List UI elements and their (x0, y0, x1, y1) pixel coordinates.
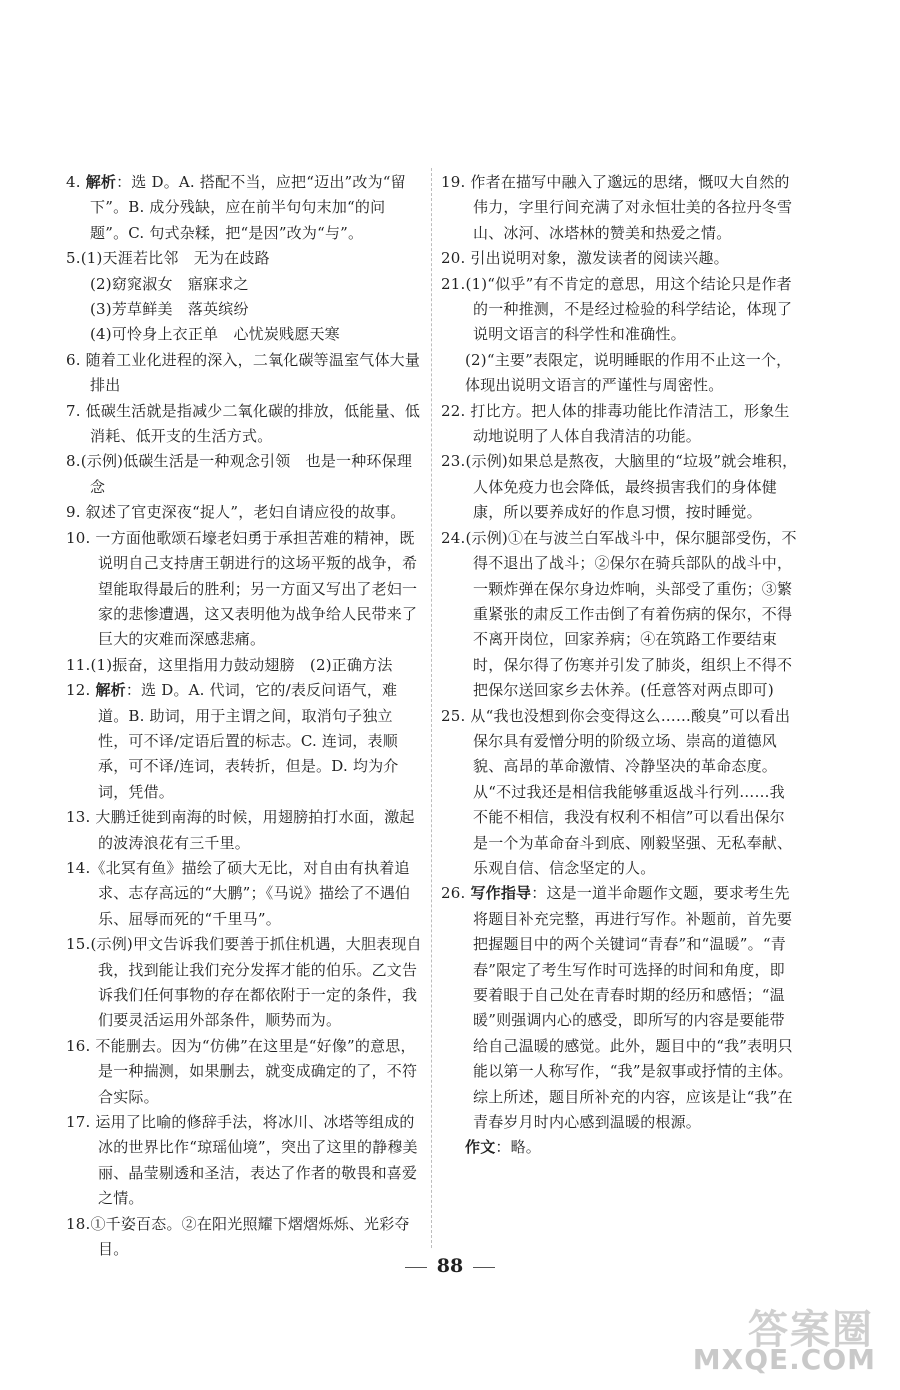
essay-answer (441, 1135, 799, 1160)
answer-17: 17. 运用了比喻的修辞手法，将冰川、冰塔等组成的冰的世界比作“琼瑶仙境”，突出了这里的静穆美丽、晶莹剔透和圣洁，表达了作者的敬畏和喜爱之情。 (66, 1113, 418, 1208)
answer-8: 8.(示例)低碳生活是一种观念引领 也是一种环保理念 (66, 452, 413, 496)
answer-7: 7. 低碳生活就是指减少二氧化碳的排放，低能量、低消耗、低开支的生活方式。 (66, 401, 421, 446)
answer-16: 16. 不能删去。因为“仿佛”在这里是“好像”的意思，是一种揣测，如果删去，就变成确定的了，不符合实际。 (66, 1036, 418, 1106)
answer-9: 9. 叙述了官吏深夜“捉人”，老妇自请应役的故事。 (66, 503, 406, 522)
answer-5-4: (4)可怜身上衣正单 心忧炭贱愿天寒 (90, 325, 340, 344)
answer-5-3: (3)芳草鲜美 落英缤纷 (90, 300, 249, 319)
answer-19: 19. 作者在描写中融入了邈远的思绪，慨叹大自然的伟力，字里行间充满了对永恒壮美的各拉丹冬雪山、冰河、冰塔林的赞美和热爱之情。 (441, 173, 793, 242)
answer-5-2: (2)窈窕淑女 寤寐求之 (90, 274, 249, 293)
right-column (441, 170, 799, 1161)
answer-26: 26. 写作指导：这是一道半命题作文题，要求考生先将题目补充完整，再进行写作。补题前，首先要把握题目中的两个关键词“青春”和“温暖”。“青春”限定了考生写作时可选择的时间和角度，即要着眼于自己处在青春时期的经历和感悟；“温暖”则强调内心的感受，即所写的内容是要能带给自己温暖的感觉。此外，题目中的“我”表明只能以第一人称写作，“我”是叙事或抒情的主体。综上所述，题目所补充的内容，应该是让“我”在青春岁月时内心感到温暖的根源。 (441, 884, 793, 1132)
answer-6: 6. 随着工业化进程的深入，二氧化碳等温室气体大量排出 (66, 350, 421, 395)
answer-text: ：略。 (495, 1138, 542, 1157)
watermark-logo (692, 1298, 882, 1376)
answer-20: 20. 引出说明对象，激发读者的阅读兴趣。 (441, 249, 729, 268)
writing-guide-label: 写作指导 (470, 884, 532, 903)
answer-21-1: 21.(1)“似乎”有不肯定的意思，用这个结论只是作者的一种推测，不是经过检验的科学结论，体现了说明文语言的科学性和准确性。 (441, 274, 793, 344)
page-number: 88 (436, 1255, 464, 1277)
answer-11: 11.(1)振奋，这里指用力鼓动翅膀 (2)正确方法 (66, 655, 393, 674)
answer-text: ：选 D。A. 代词，它的/表反问语气，难道。B. 助词，用于主谓之间，取消句子独立性，可不译/定语后置的标志。C. 连词，表顺承，可不译/连词，表转折，但是。D. 均为介词，凭借。 (98, 681, 399, 801)
analysis-label: 解析 (85, 173, 117, 191)
analysis-label: 解析 (95, 681, 126, 700)
answer-13: 13. 大鹏迁徙到南海的时候，用翅膀拍打水面，激起的波涛浪花有三千里。 (66, 808, 415, 852)
answer-25: 25. 从“我也没想到你会变得这么……酸臭”可以看出保尔具有爱憎分明的阶级立场、崇高的道德风貌、高昂的革命激情、冷静坚决的革命态度。从“不过我还是相信我能够重返战斗行列……我不能不相信，我没有权利不相信”可以看出保尔是一个为革命奋斗到底、刚毅坚强、无私奉献、乐观自信、信念坚定的人。 (441, 706, 793, 877)
watermark-text: 答案圈 (748, 1307, 874, 1353)
answer-15: 15.(示例)甲文告诉我们要善于抓住机遇，大胆表现自我，找到能让我们充分发挥才能的伯乐。乙文告诉我们任何事物的存在都依附于一定的条件，我们要灵活运用外部条件，顺势而为。 (66, 935, 422, 1030)
footer-dash-right (473, 1267, 495, 1268)
answer-18: 18.①千姿百态。②在阳光照耀下熠熠烁烁、光彩夺目。 (66, 1214, 410, 1259)
watermark-url: MXQE.COM (692, 1343, 876, 1376)
answer-21-2: (2)“主要”表限定，说明睡眠的作用不止这一个，体现出说明文语言的严谨性与周密性。 (465, 350, 792, 395)
answer-text: ：选 D。A. 搭配不当，应把“迈出”改为“留下”。B. 成分残缺，应在前半句句末加“的问题”。C. 句式杂糅，把“是因”改为“与”。 (90, 173, 406, 242)
answer-22: 22. 打比方。把人体的排毒功能比作清洁工，形象生动地说明了人体自我清洁的功能。 (441, 401, 790, 446)
answer-24: 24.(示例)①在与波兰白军战斗中，保尔腿部受伤，不得不退出了战斗；②保尔在骑兵部队的战斗中，一颗炸弹在保尔身边炸响，头部受了重伤；③繁重紧张的肃反工作击倒了有着伤病的保尔，不得不离开岗位，回家养病；④在筑路工作要结束时，保尔得了伤寒并引发了肺炎，组织上不得不把保尔送回家乡去休养。(任意答对两点即可) (441, 528, 797, 700)
page-footer (0, 1255, 900, 1277)
answer-4: 4. 解析：选 D。A. 搭配不当，应把“迈出”改为“留下”。B. 成分残缺，应在前半句句末加“的问题”。C. 句式杂糅，把“是因”改为“与”。 (66, 173, 406, 242)
column-divider (431, 168, 432, 1248)
footer-dash-left (405, 1267, 427, 1268)
essay-label: 作文 (465, 1138, 496, 1157)
answer-23: 23.(示例)如果总是熬夜，大脑里的“垃圾”就会堆积，人体免疫力也会降低，最终损害我们的身体健康，所以要养成好的作息习惯，按时睡觉。 (441, 452, 798, 522)
answer-12: 12. 解析：选 D。A. 代词，它的/表反问语气，难道。B. 助词，用于主谓之间，取消句子独立性，可不译/定语后置的标志。C. 连词，表顺承，可不译/连词，表转折，但是。D. 均为介词，凭借。 (66, 681, 399, 801)
answer-5-1: 5.(1)天涯若比邻 无为在歧路 (66, 249, 270, 268)
left-column (66, 170, 422, 1262)
answer-10: 10. 一方面他歌颂石壕老妇勇于承担苦难的精神，既说明自己支持唐王朝进行的这场平叛的战争，希望能取得最后的胜利；另一方面又写出了老妇一家的悲惨遭遇，这又表明他为战争给人民带来了巨大的灾难而深感悲痛。 (66, 528, 418, 649)
answer-text: ：这是一道半命题作文题，要求考生先将题目补充完整，再进行写作。补题前，首先要把握题目中的两个关键词“青春”和“温暖”。“青春”限定了考生写作时可选择的时间和角度，即要着眼于自己处在青春时期的经历和感悟；“温暖”则强调内心的感受，即所写的内容是要能带给自己温暖的感觉。此外，题目中的“我”表明只能以第一人称写作，“我”是叙事或抒情的主体。综上所述，题目所补充的内容，应该是让“我”在青春岁月时内心感到温暖的根源。 (473, 884, 793, 1132)
answer-14: 14.《北冥有鱼》描绘了硕大无比，对自由有执着追求、志存高远的“大鹏”；《马说》描绘了不遇伯乐、屈辱而死的“千里马”。 (66, 858, 411, 928)
